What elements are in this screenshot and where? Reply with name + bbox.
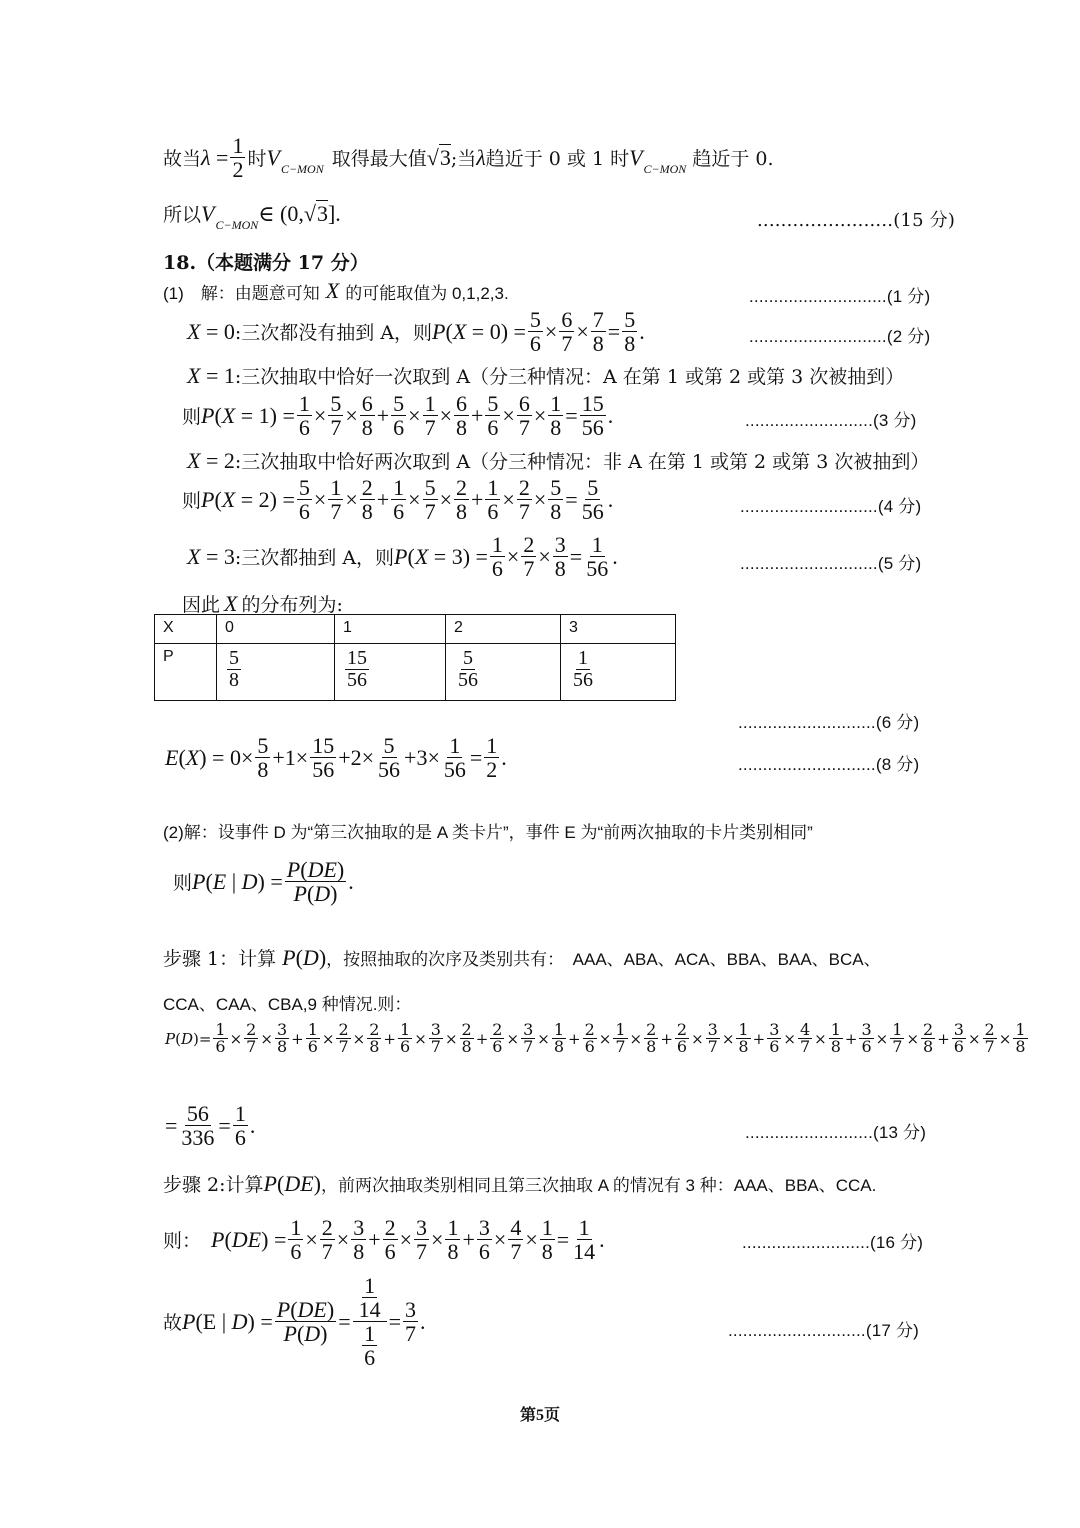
text: 故 <box>163 1312 183 1335</box>
score-4: ............................(4 分) <box>740 497 922 516</box>
distribution-table <box>154 614 676 701</box>
fraction: $\frac{1}{6}$ <box>487 475 499 525</box>
fraction: $\frac{1}{56}$ <box>443 733 466 783</box>
fraction: $\frac{1}{6}$ <box>393 475 405 525</box>
text: 趋近于 0. <box>692 148 774 171</box>
text: :三次都抽到 A，则 <box>234 547 395 570</box>
fraction: $\frac{1}{7}$ <box>330 475 342 525</box>
math: λ <box>476 144 486 170</box>
fraction: $\frac{15}{56}$ <box>581 391 604 441</box>
score-15: .......................(15 分) <box>757 210 956 231</box>
pde-formula: 则： P(DE) = $\frac{1}{6}$ × $\frac{2}{7}$ × $\frac{3}{8}$ + $\frac{2}{6}$ × $\frac{3}{7}$ × $\frac{1}{8}$ + $\frac{3}{6}$ × $\frac{4}{7}$ × $\frac{1}{8}$ = $\frac{1}{14}$ . <box>163 1215 605 1265</box>
conditional-formula: 则 P(E | D) = $\frac{P(DE)}{P(D)}$ . <box>173 857 354 907</box>
fraction: $\frac{7}{8}$ <box>592 307 604 357</box>
fraction: $\frac{2}{7}$ <box>321 1215 333 1265</box>
table-cell <box>217 644 335 701</box>
text: 则： <box>163 1230 202 1253</box>
math: P(X = 2) = <box>201 486 295 512</box>
fraction: $\frac{5}{7}$ <box>330 391 342 441</box>
text: 所以 <box>163 204 202 226</box>
fraction: $\frac{6}{7}$ <box>518 391 530 441</box>
math: P(D) <box>282 944 327 970</box>
text: 故当 <box>163 148 202 171</box>
page-footer: 第5页 <box>519 1407 560 1424</box>
text: 趋近于 0 或 1 时 <box>485 148 630 171</box>
text: :三次抽取中恰好两次取到 A（分三种情况：非 A 在第 1 或第 2 或第 3 次被抽到） <box>234 451 930 473</box>
fraction: $\frac{5}{8}$ <box>229 647 239 691</box>
step2-line <box>163 1170 876 1197</box>
math: P(E | D) = <box>192 868 283 894</box>
text: 步骤 2:计算 <box>163 1174 264 1196</box>
text: ，前两次抽取类别相同且第三次抽取 A 的情况有 3 种：AAA、BBA、CCA. <box>320 1176 877 1195</box>
text: 的可能取值为 0,1,2,3. <box>345 283 509 303</box>
fraction: $\frac{6}{8}$ <box>361 391 373 441</box>
fraction: $\frac{6}{8}$ <box>456 391 467 441</box>
fraction: $\frac{5}{56}$ <box>378 733 401 783</box>
step1-cases: CCA、CAA、CBA,9 种情况.则： <box>163 995 412 1014</box>
math: √3 <box>426 144 451 170</box>
fraction: $\frac{3}{6}$ <box>478 1215 490 1265</box>
fraction: $\frac{2}{7}$ <box>518 475 530 525</box>
pd-sum-formula: P ( D )= $\frac{1}{6}$ × $\frac{2}{7}$ × $\frac{3}{8}$ + $\frac{1}{6}$ × $\frac{2}{7}$ × $\frac{2}{8}$ + $\frac{1}{6}$ × $\frac{3}{7}$ × $\frac{2}{8}$ + $\frac{2}{6}$ × $\frac{3}{7}$ × $\frac{1}{8}$ + $\frac{2}{6}$ × $\frac{1}{7}$ × $\frac{2}{8}$ + $\frac{2}{6}$ × $\frac{3}{7}$ × $\frac{1}{8}$ + $\frac{3}{6}$ × $\frac{4}{7}$ × $\frac{1}{8}$ + $\frac{3}{6}$ × $\frac{1}{7}$ × $\frac{2}{8}$ + $\frac{3}{6}$ × $\frac{2}{7}$ × $\frac{1}{8}$ <box>165 1020 1026 1056</box>
table-row <box>155 644 676 701</box>
conclusion-line-1 <box>163 134 774 181</box>
score-16: ..........................(16 分) <box>742 1233 924 1252</box>
text: 取得最大值 <box>331 148 427 171</box>
math: P(X = 0) = <box>432 318 526 344</box>
fraction: $\frac{3}{7}$ <box>416 1215 428 1265</box>
math: P(X = 1) = <box>201 402 295 428</box>
math: $V_{C-MON}$ <box>201 200 259 232</box>
text: 则 <box>182 406 202 429</box>
table-row-label: P <box>155 644 217 701</box>
table-header-cell: 2 <box>446 615 561 644</box>
math: X <box>224 590 238 616</box>
fraction: $\frac{1}{14}$ <box>573 1215 596 1265</box>
text: 时 <box>247 148 267 171</box>
case-x1-formula: 则 P(X = 1) = $\frac{1}{6}$ × $\frac{5}{7}$ × $\frac{6}{8}$ + $\frac{5}{6}$ × $\frac{1}{7}$ × $\frac{6}{8}$ + $\frac{5}{6}$ × $\frac{6}{7}$ × $\frac{1}{8}$ = $\frac{15}{56}$ . <box>182 391 614 441</box>
math: X = 0 <box>187 318 235 344</box>
table-cell <box>446 644 561 701</box>
math: $V_{C-MON}$ <box>629 144 687 176</box>
math: X = 3 <box>187 543 235 569</box>
math: P(E | D) = <box>182 1308 273 1334</box>
fraction: $\frac{5}{6}$ <box>393 391 405 441</box>
table-cell <box>335 644 446 701</box>
fraction: $\frac{3}{8}$ <box>554 532 566 582</box>
fraction: $\frac{3}{8}$ <box>353 1215 365 1265</box>
fraction: $\frac{5}{6}$ <box>298 475 310 525</box>
step1-line <box>163 944 881 971</box>
text: :三次抽取中恰好一次取到 A（分三种情况：A 在第 1 或第 2 或第 3 次被抽到） <box>234 366 905 388</box>
table-header-cell: 3 <box>561 615 676 644</box>
fraction: $\frac{56}{336}$ <box>181 1101 215 1151</box>
fraction: $\frac{15}{56}$ <box>347 647 367 691</box>
pd-result: = $\frac{56}{336}$ = $\frac{1}{6}$ . <box>165 1101 256 1151</box>
table-header-row <box>155 615 676 644</box>
fraction: $\frac{2}{8}$ <box>456 475 467 525</box>
fraction: $\frac{5}{8}$ <box>257 733 269 783</box>
fraction: $\frac{1}{6}$ <box>491 532 503 582</box>
math: √3 <box>303 200 328 226</box>
final-formula: 故 P(E | D) = $\frac{P(DE)}{P(D)}$ = $\frac{\frac{1}{14}}{\frac{1}{6}}$ = $\frac{3}{7}$ . <box>163 1273 426 1371</box>
fraction: $\frac{5}{8}$ <box>550 475 562 525</box>
fraction: $\frac{1}{2}$ <box>486 733 498 783</box>
text: 则 <box>182 490 202 513</box>
text: ;当 <box>450 148 477 171</box>
fraction: $\frac{15}{56}$ <box>312 733 335 783</box>
conclusion-line-2 <box>163 200 341 232</box>
math: λ = <box>201 144 229 170</box>
fraction: $\frac{1}{6}$ <box>290 1215 302 1265</box>
question-18-heading: 18.（本题满分 17 分） <box>163 252 369 274</box>
fraction: $\frac{5}{8}$ <box>624 307 636 357</box>
fraction: $\frac{1}{8}$ <box>550 391 562 441</box>
fraction: $\frac{2}{8}$ <box>361 475 373 525</box>
fraction: $\frac{1}{56}$ <box>586 532 609 582</box>
math: P(DE) = <box>211 1226 287 1252</box>
fraction: $\frac{1}{2}$ <box>232 133 244 183</box>
fraction: $\frac{5}{6}$ <box>529 307 541 357</box>
text: 步骤 1：计算 <box>163 948 277 970</box>
table-header-cell: 1 <box>335 615 446 644</box>
math: P(DE) <box>263 1170 321 1196</box>
score-13: ..........................(13 分) <box>745 1123 927 1142</box>
score-1: ............................(1 分) <box>749 287 931 306</box>
fraction: $\frac{2}{7}$ <box>523 532 535 582</box>
math: E(X) = 0× <box>165 744 254 770</box>
fraction: $\frac{5}{6}$ <box>487 391 499 441</box>
distribution-caption <box>182 590 343 617</box>
text: ，按照抽取的次序及类别共有： AAA、ABA、ACA、BBA、BAA、BCA、 <box>326 950 881 969</box>
text: (1) 解：由题意可知 <box>163 283 320 303</box>
score-8: ............................(8 分) <box>738 755 920 774</box>
text: :三次都没有抽到 A，则 <box>234 322 433 345</box>
fraction: $\frac{1}{8}$ <box>541 1215 553 1265</box>
part1-intro <box>163 278 509 304</box>
fraction: $\frac{2}{6}$ <box>384 1215 396 1265</box>
score-17: ............................(17 分) <box>728 1321 920 1340</box>
case-x2-formula: 则 P(X = 2) = $\frac{5}{6}$ × $\frac{1}{7}$ × $\frac{2}{8}$ + $\frac{1}{6}$ × $\frac{5}{7}$ × $\frac{2}{8}$ + $\frac{1}{6}$ × $\frac{2}{7}$ × $\frac{5}{8}$ = $\frac{5}{56}$ . <box>182 475 614 525</box>
case-x0: X = 0 :三次都没有抽到 A，则 P(X = 0) = $\frac{5}{6}$ × $\frac{6}{7}$ × $\frac{7}{8}$ = $\frac{5}{8}$ . <box>187 307 645 357</box>
math: X <box>325 278 340 303</box>
math: X = 2 <box>187 447 235 473</box>
fraction: $\frac{5}{56}$ <box>581 475 604 525</box>
case-x1 <box>187 362 904 389</box>
score-5: ............................(5 分) <box>740 554 922 573</box>
text: 则 <box>173 872 193 895</box>
part2-intro: (2)解：设事件 D 为“第三次抽取的是 A 类卡片”，事件 E 为“前两次抽取的卡片类别相同” <box>163 823 813 842</box>
fraction: $\frac{1}{6}$ <box>234 1101 246 1151</box>
fraction: $\frac{P(DE)}{P(D)}$ <box>276 1297 335 1347</box>
fraction: $\frac{1}{6}$ <box>298 391 310 441</box>
math: ]. <box>327 200 341 226</box>
text: 因此 <box>182 594 221 616</box>
math: $V_{C-MON}$ <box>266 144 324 176</box>
expectation-formula: E(X) = 0× $\frac{5}{8}$ +1× $\frac{15}{56}$ +2× $\frac{5}{56}$ +3× $\frac{1}{56}$ = $\frac{1}{2}$ . <box>165 733 507 783</box>
fraction: $\frac{5}{7}$ <box>424 475 436 525</box>
compound-fraction: $\frac{\frac{1}{14}}{\frac{1}{6}}$ <box>353 1274 387 1369</box>
fraction: $\frac{P(DE)}{P(D)}$ <box>286 857 345 907</box>
fraction: $\frac{4}{7}$ <box>510 1215 522 1265</box>
score-3: ..........................(3 分) <box>745 411 917 430</box>
fraction: $\frac{1}{56}$ <box>573 647 593 691</box>
case-x3: X = 3 :三次都抽到 A，则 P(X = 3) = $\frac{1}{6}$ × $\frac{2}{7}$ × $\frac{3}{8}$ = $\frac{1}{56}$ . <box>187 532 618 582</box>
fraction: $\frac{5}{56}$ <box>458 647 478 691</box>
fraction: $\frac{3}{7}$ <box>405 1297 417 1347</box>
score-6: ............................(6 分) <box>738 713 920 732</box>
table-header-cell: X <box>155 615 217 644</box>
fraction: $\frac{1}{8}$ <box>447 1215 459 1265</box>
math: = <box>165 1112 178 1138</box>
math: ∈ (0, <box>258 200 304 226</box>
fraction: $\frac{6}{7}$ <box>561 307 573 357</box>
table-cell <box>561 644 676 701</box>
case-x2 <box>187 447 929 474</box>
text: 的分布列为: <box>241 594 343 616</box>
score-2: ............................(2 分) <box>749 327 931 346</box>
math: X = 1 <box>187 362 235 388</box>
table-header-cell: 0 <box>217 615 335 644</box>
math: P(X = 3) = <box>394 543 488 569</box>
fraction: $\frac{1}{7}$ <box>424 391 436 441</box>
